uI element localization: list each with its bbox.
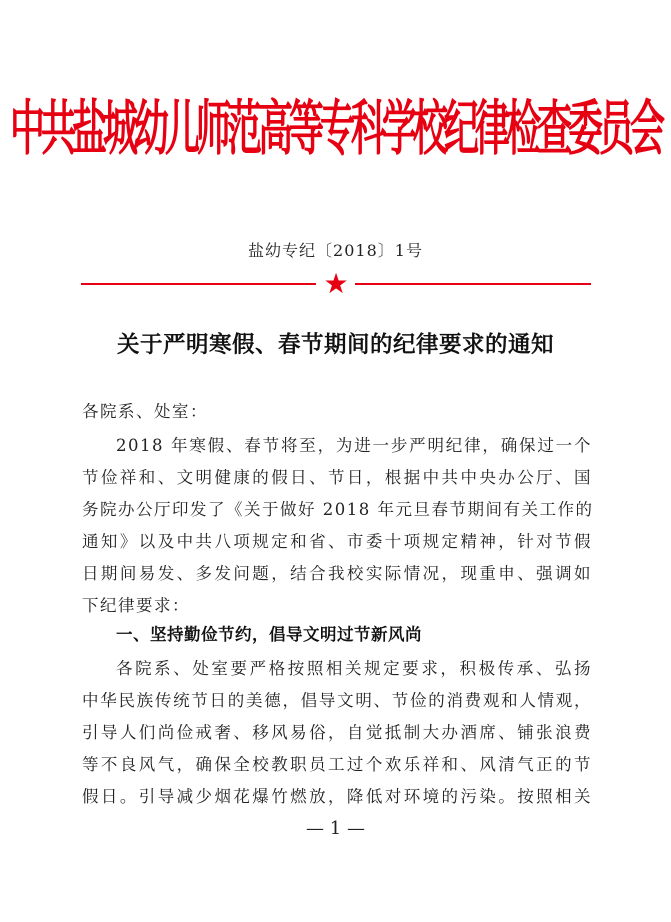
paragraph-1-line: 2018 年寒假、春节将至，为进一步严明纪律，确保过一个 <box>116 436 592 455</box>
paragraph-1-line: 节俭祥和、文明健康的假日、节日，根据中共中央办公厅、国 <box>82 468 592 487</box>
masthead-title: 中共盐城幼儿师范高等专科学校纪律检查委员会 <box>10 96 662 165</box>
section-1-line: 假日。引导减少烟花爆竹燃放，降低对环境的污染。按照相关 <box>82 787 592 806</box>
paragraph-1-line: 务院办公厅印发了《关于做好 2018 年元旦春节期间有关工作的 <box>82 500 594 519</box>
page-number: — 1 — <box>306 818 365 839</box>
masthead <box>10 90 662 165</box>
paragraph-1-line: 下纪律要求： <box>82 596 190 615</box>
section-1-line: 等不良风气，确保全校教职员工过个欢乐祥和、风清气正的节 <box>82 755 592 774</box>
notice-title: 关于严明寒假、春节期间的纪律要求的通知 <box>116 332 554 358</box>
red-divider-left <box>81 283 316 285</box>
paragraph-1-line: 通知》以及中共八项规定和省、市委十项规定精神，针对节假 <box>82 532 592 551</box>
salutation: 各院系、处室： <box>82 402 208 421</box>
section-1-heading: 一、坚持勤俭节约，倡导文明过节新风尚 <box>116 625 422 644</box>
star-icon: ★ <box>323 267 349 300</box>
section-1-line: 各院系、处室要严格按照相关规定要求，积极传承、弘扬 <box>116 659 592 678</box>
red-divider-right <box>355 283 591 285</box>
section-1-line: 中华民族传统节日的美德，倡导文明、节俭的消费观和人情观， <box>82 691 592 710</box>
paragraph-1-line: 日期间易发、多发问题，结合我校实际情况，现重申、强调如 <box>82 564 592 583</box>
document-number: 盐幼专纪〔2018〕1号 <box>248 241 423 260</box>
section-1-line: 引导人们尚俭戒奢、移风易俗，自觉抵制大办酒席、铺张浪费 <box>82 723 592 742</box>
